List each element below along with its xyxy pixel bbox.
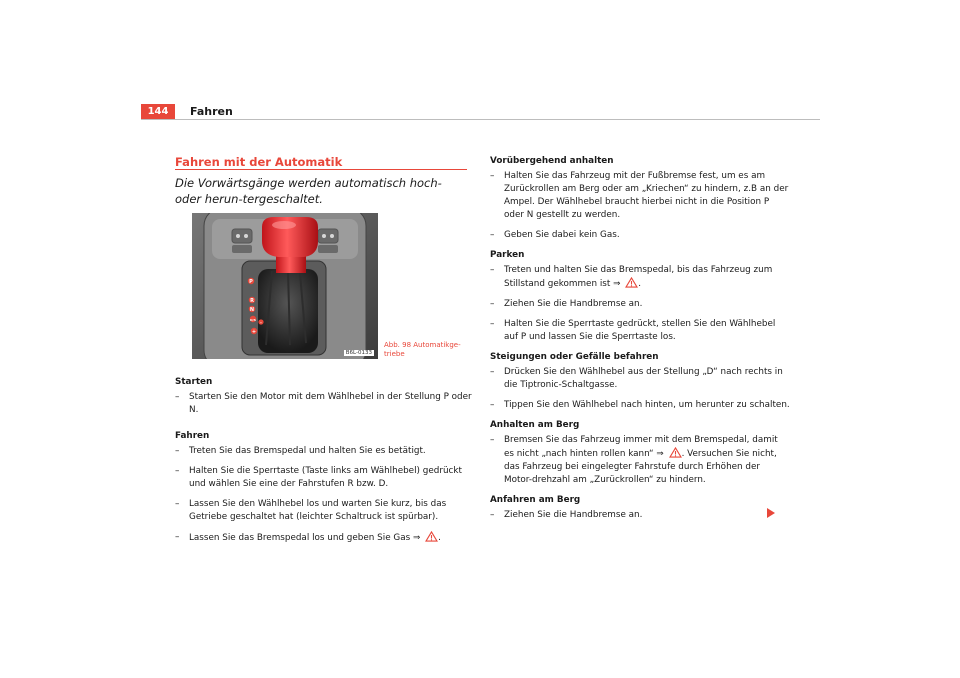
heading-parken: Parken <box>490 250 525 260</box>
gear-label-p: P <box>249 278 253 285</box>
heading-starten: Starten <box>175 377 213 387</box>
gear-label-n: N <box>249 306 255 313</box>
list-item: – Lassen Sie das Bremspedal los und geben Sie Gas ⇒ . <box>175 532 441 543</box>
section-intro: Die Vorwärtsgänge werden automatisch hoch- oder herun-tergeschaltet. <box>175 176 442 206</box>
heading-steigungen: Steigungen oder Gefälle befahren <box>490 352 659 362</box>
gear-label-d: D/S <box>250 317 256 322</box>
page-number: 144 <box>141 104 175 119</box>
gear-label-minus: - <box>260 319 262 325</box>
gear-selector-illustration <box>192 213 378 359</box>
section-rule <box>175 169 467 170</box>
left-column <box>175 376 475 552</box>
list-item: – Ziehen Sie die Handbremse an. <box>490 510 643 520</box>
list-item: – Halten Sie die Sperrtaste gedrückt, stellen Sie den Wählhebel auf P und lassen Sie die Sperrtaste los. <box>490 319 776 342</box>
right-column <box>490 155 790 529</box>
gear-label-r: R <box>250 297 254 304</box>
continue-arrow-icon <box>767 508 775 518</box>
list-item: – Ziehen Sie die Handbremse an. <box>490 299 643 309</box>
list-item: – Halten Sie das Fahrzeug mit der Fußbremse fest, um es am Zurückrollen am Berg oder am „Kriechen“ zu hindern, z.B an der Ampel. Der Wählhebel braucht hierbei nicht in die Position P oder N gestellt zu werden. <box>490 171 789 220</box>
list-item: – Starten Sie den Motor mit dem Wählhebel in der Stellung P oder N. <box>175 392 472 415</box>
warning-icon <box>669 447 682 458</box>
gear-selector-figure <box>192 213 378 359</box>
list-item: – Geben Sie dabei kein Gas. <box>490 230 620 240</box>
warning-icon <box>625 277 638 288</box>
list-item: – Lassen Sie den Wählhebel los und warten Sie kurz, bis das Getriebe geschaltet hat (leichter Schaltruck ist spürbar). <box>175 499 447 522</box>
section-title: Fahren mit der Automatik <box>175 155 343 169</box>
heading-fahren: Fahren <box>175 431 210 441</box>
heading-anfahren-am-berg: Anfahren am Berg <box>490 495 581 505</box>
gear-label-plus: + <box>251 328 257 335</box>
list-item: – Halten Sie die Sperrtaste (Taste links am Wählhebel) gedrückt und wählen Sie eine der Fahrstufen R bzw. D. <box>175 466 462 489</box>
list-item: – Tippen Sie den Wählhebel nach hinten, um herunter zu schalten. <box>490 400 790 410</box>
figure-caption: Abb. 98 Automatikge-triebe <box>384 341 461 358</box>
list-item: – Treten Sie das Bremspedal und halten Sie es betätigt. <box>175 446 426 456</box>
heading-anhalten-am-berg: Anhalten am Berg <box>490 420 580 430</box>
list-item: – Bremsen Sie das Fahrzeug immer mit dem Bremspedal, damit es nicht „nach hinten rollen kann“ ⇒ . Versuchen Sie nicht, das Fahrzeug bei eingelegter Fahrstufe durch Erhöhen der Motor-drehzahl am „Zurückrollen“ zu hindern. <box>490 435 778 485</box>
heading-voruebergehend-anhalten: Vorübergehend anhalten <box>490 156 614 166</box>
header-rule <box>141 119 820 120</box>
list-item: – Drücken Sie den Wählhebel aus der Stellung „D“ nach rechts in die Tiptronic-Schaltgasse. <box>490 367 783 390</box>
figure-code: B6L-0133 <box>345 350 372 356</box>
list-item: – Treten und halten Sie das Bremspedal, bis das Fahrzeug zum Stillstand gekommen ist ⇒ . <box>490 265 773 289</box>
running-head: Fahren <box>190 105 233 118</box>
warning-icon <box>425 531 438 542</box>
